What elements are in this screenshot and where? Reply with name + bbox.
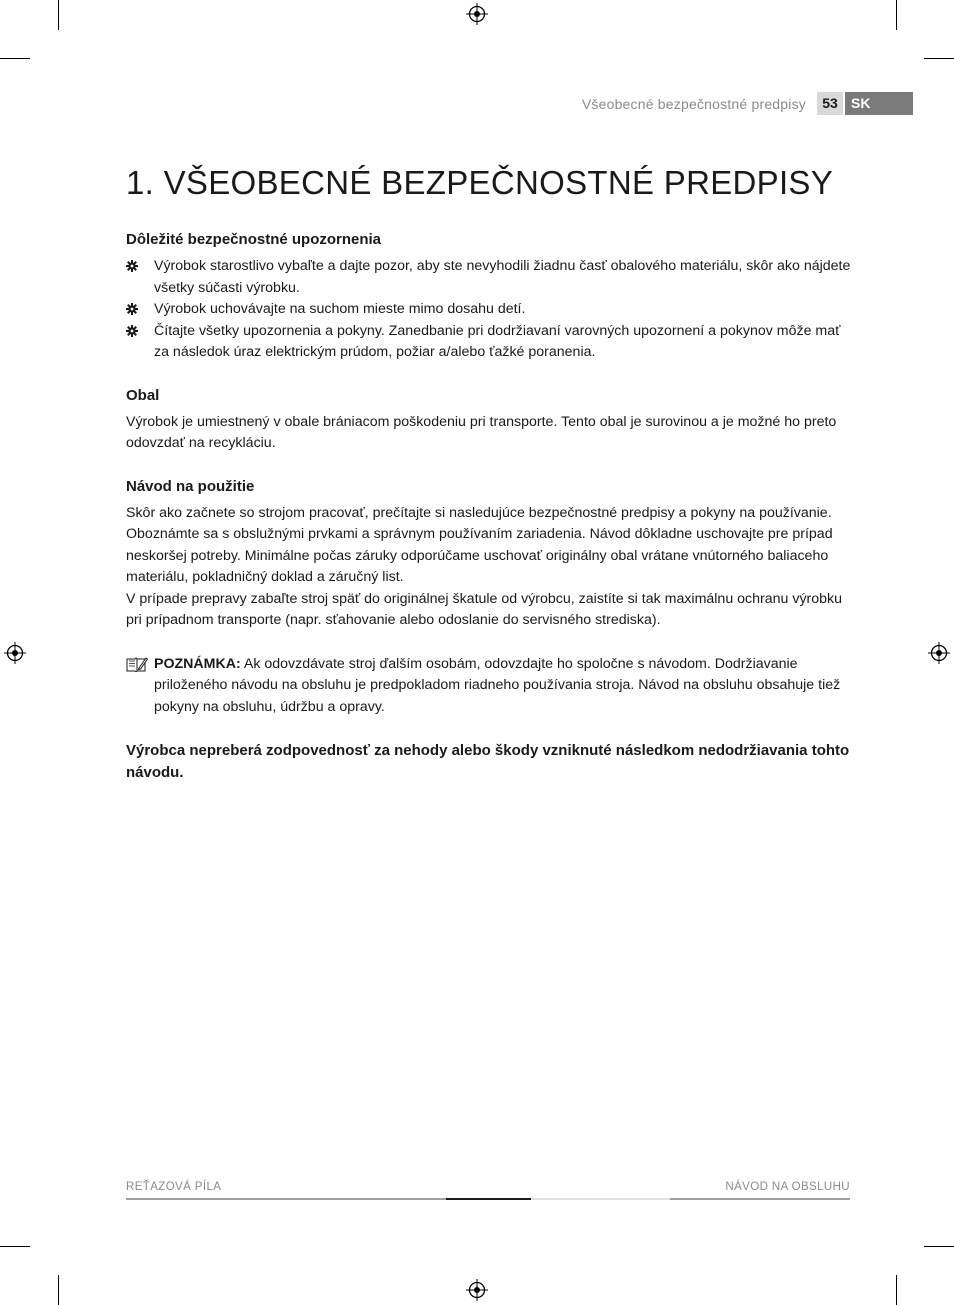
crop-mark	[58, 1275, 59, 1305]
crop-mark	[58, 0, 59, 30]
crop-mark	[0, 58, 30, 59]
warnings-section	[126, 230, 854, 364]
list-item	[126, 256, 854, 299]
footer-rule	[446, 1198, 531, 1200]
warnings-heading: Dôležité bezpečnostné upozornenia	[126, 231, 382, 248]
manual-section	[126, 477, 854, 632]
language-tab: SK	[845, 92, 913, 115]
disclaimer-text: Výrobca nepreberá zodpovednosť za nehody alebo škody vzniknuté následkom nedodržiavania tohto návodu.	[126, 742, 850, 781]
warnings-list	[126, 256, 854, 364]
registration-mark-icon	[466, 1279, 488, 1301]
manual-paragraph: V prípade prepravy zabaľte stroj späť do originálnej škatule od výrobcu, zaistíte si tak maximálnu ochranu výrobku pri prípadnom transporte (napr. sťahovanie alebo odoslanie do servisného strediska).	[126, 590, 843, 628]
page-title: 1. VŠEOBECNÉ BEZPEČNOSTNÉ PREDPISY	[126, 164, 834, 201]
crop-mark	[896, 1275, 897, 1305]
registration-mark-icon	[4, 642, 26, 664]
gear-bullet-icon	[126, 303, 138, 315]
footer-rule	[126, 1198, 446, 1200]
registration-mark-icon	[466, 3, 488, 25]
note-body: Ak odovzdávate stroj ďalším osobám, odovzdajte ho spoločne s návodom. Dodržiavanie priloženého návodu na obsluhu je predpokladom riadneho používania stroja. Návod na obsluhu obsahuje tiež pokyny na obsluhu, údržbu a opravy.	[154, 655, 841, 715]
manual-heading: Návod na použitie	[126, 477, 255, 495]
page-number: 53	[817, 92, 843, 115]
crop-mark	[924, 58, 954, 59]
crop-mark	[896, 0, 897, 30]
packaging-section	[126, 386, 854, 455]
gear-bullet-icon	[126, 325, 138, 337]
footer-rule	[670, 1198, 850, 1200]
list-item	[126, 321, 854, 364]
footer-product-name: REŤAZOVÁ PÍLA	[126, 1181, 222, 1193]
manual-paragraph: Skôr ako začnete so strojom pracovať, prečítajte si nasledujúce bezpečnostné predpisy a pokyny na používanie. Oboznámte sa s obslužnými prvkami a správnym používaním zariadenia. Návod dôkladne uschovajte pre prípad neskoršej potreby. Minimálne počas záruky odporúčame uschovať originálny obal vrátane vnútorného baliaceho materiálu, pokladničný doklad a záručný list.	[126, 504, 833, 585]
book-pencil-icon	[126, 656, 148, 672]
warning-text: Výrobok starostlivo vybaľte a dajte pozor, aby ste nevyhodili žiadnu časť obalového materiálu, skôr ako nájdete všetky súčasti výrobku.	[154, 258, 851, 296]
footer-manual-label: NÁVOD NA OBSLUHU	[725, 1181, 850, 1193]
gear-bullet-icon	[126, 260, 138, 272]
list-item	[126, 299, 854, 321]
packaging-text: Výrobok je umiestnený v obale brániacom poškodeniu pri transporte. Tento obal je surovinou a je možné ho preto odovzdať na recykláciu.	[126, 413, 837, 451]
note-label: POZNÁMKA:	[154, 655, 241, 672]
warning-text: Čítajte všetky upozornenia a pokyny. Zanedbanie pri dodržiavaní varovných upozornení a pokynov môže mať za následok úraz elektrickým prúdom, požiar a/alebo ťažké poranenia.	[154, 322, 841, 360]
note-text	[154, 654, 854, 719]
footer-rule	[531, 1198, 670, 1200]
running-header: Všeobecné bezpečnostné predpisy	[581, 96, 806, 112]
registration-mark-icon	[928, 642, 950, 664]
note-block	[126, 654, 854, 719]
main-content	[126, 160, 854, 783]
packaging-heading: Obal	[126, 386, 160, 404]
crop-mark	[924, 1246, 954, 1247]
warning-text: Výrobok uchovávajte na suchom mieste mimo dosahu detí.	[154, 301, 526, 317]
crop-mark	[0, 1246, 30, 1247]
